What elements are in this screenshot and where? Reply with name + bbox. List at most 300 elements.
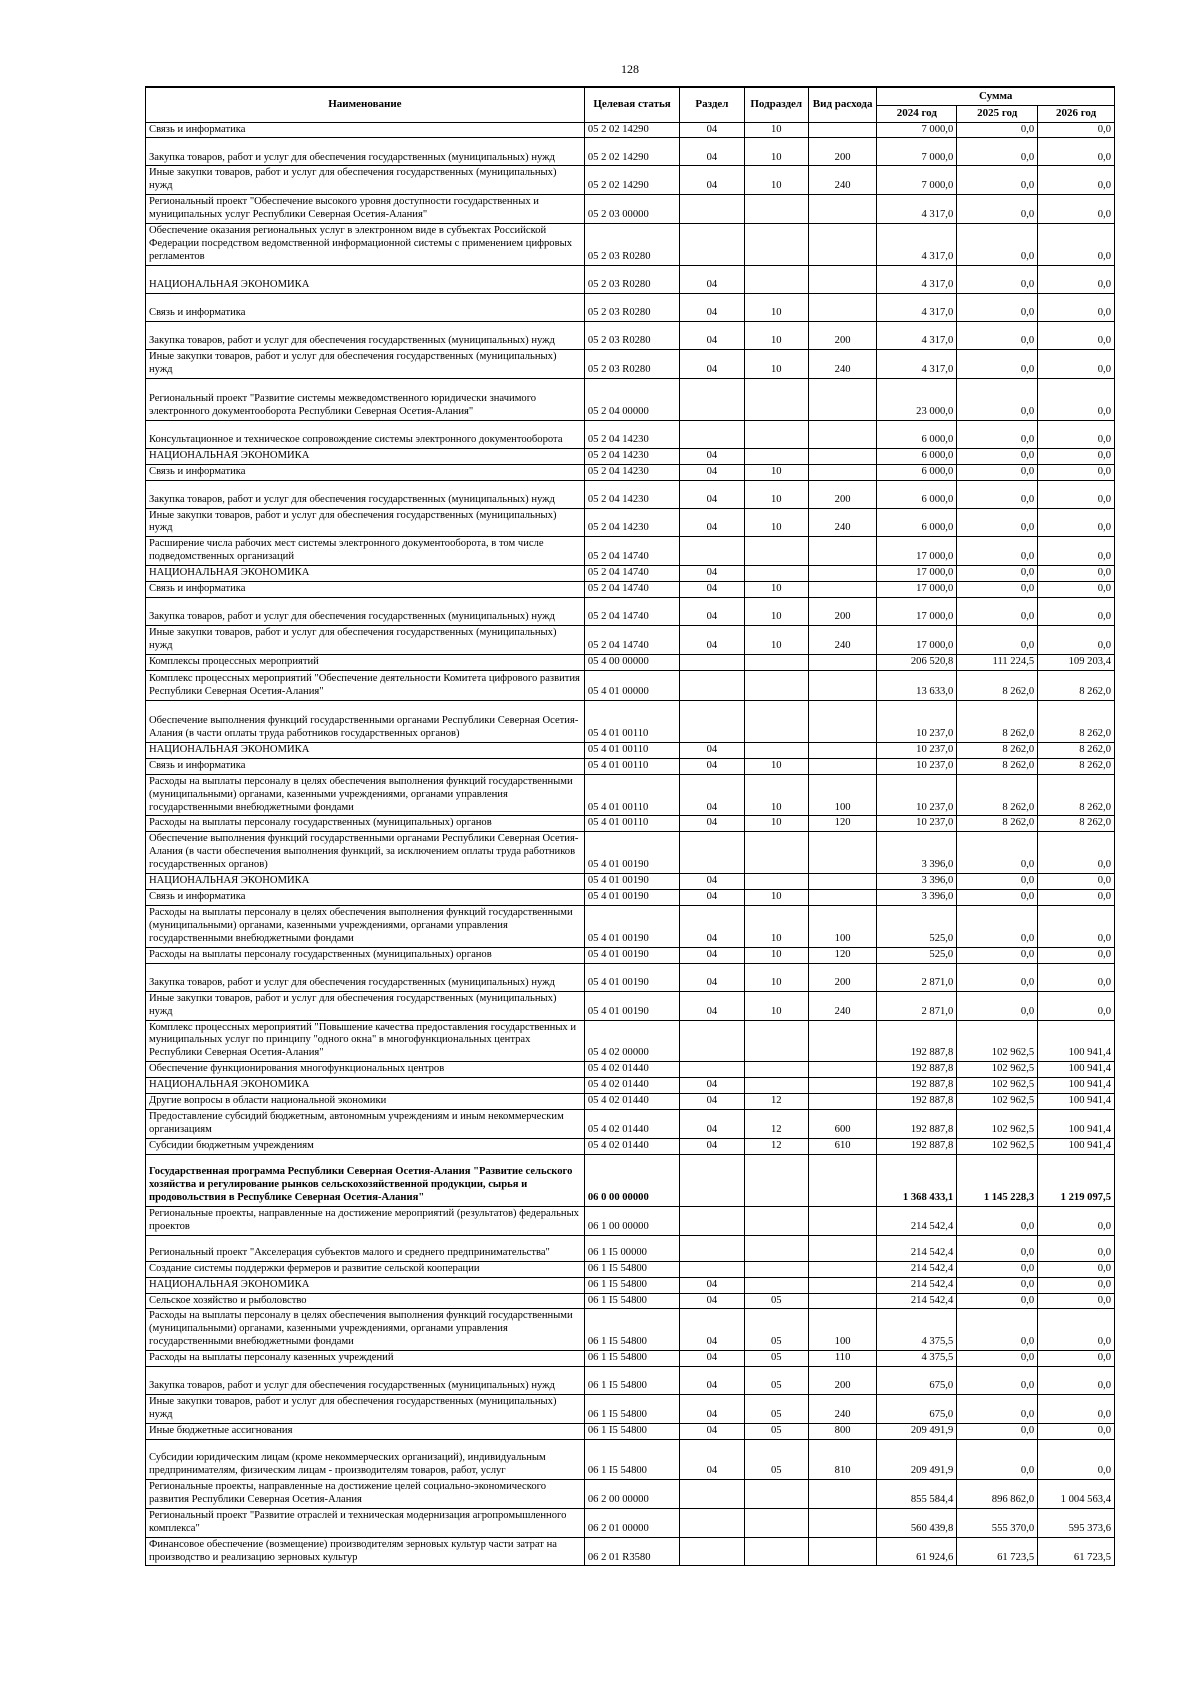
row-name: НАЦИОНАЛЬНАЯ ЭКОНОМИКА	[146, 1277, 585, 1293]
budget-table	[145, 86, 1115, 1566]
row-sum-2025: 0,0	[957, 963, 1038, 991]
row-name: Региональный проект "Акселерация субъектов малого и среднего предпринимательства"	[146, 1235, 585, 1261]
row-target: 05 2 03 R0280	[584, 321, 679, 349]
row-sum-2025: 896 862,0	[957, 1479, 1038, 1508]
row-subsection	[744, 670, 808, 700]
row-subsection: 10	[744, 947, 808, 963]
row-sum-2025: 8 262,0	[957, 670, 1038, 700]
row-name: Расходы на выплаты персоналу государственных (муниципальных) органов	[146, 816, 585, 832]
row-expense-type: 240	[808, 508, 876, 537]
row-target: 06 1 I5 54800	[584, 1293, 679, 1309]
row-sum-2026: 0,0	[1038, 1309, 1115, 1351]
row-section: 04	[680, 448, 744, 464]
row-target: 05 4 02 01440	[584, 1078, 679, 1094]
row-section: 04	[680, 906, 744, 948]
row-target: 06 1 I5 54800	[584, 1367, 679, 1395]
row-sum-2026: 0,0	[1038, 166, 1115, 195]
table-row	[146, 963, 1115, 991]
row-expense-type	[808, 1235, 876, 1261]
row-expense-type	[808, 1154, 876, 1206]
row-target: 05 2 04 14740	[584, 598, 679, 626]
row-expense-type	[808, 1508, 876, 1537]
table-row	[146, 122, 1115, 138]
row-sum-2025: 0,0	[957, 265, 1038, 293]
row-sum-2024: 17 000,0	[877, 626, 957, 655]
row-target: 05 4 02 00000	[584, 1020, 679, 1062]
row-sum-2024: 214 542,4	[877, 1293, 957, 1309]
row-name: Расходы на выплаты персоналу казенных учреждений	[146, 1351, 585, 1367]
row-section: 04	[680, 293, 744, 321]
row-target: 05 2 03 00000	[584, 195, 679, 224]
row-sum-2024: 560 439,8	[877, 1508, 957, 1537]
row-name: Иные бюджетные ассигнования	[146, 1423, 585, 1439]
row-section	[680, 1537, 744, 1566]
row-sum-2024: 855 584,4	[877, 1479, 957, 1508]
row-subsection: 05	[744, 1309, 808, 1351]
row-expense-type	[808, 890, 876, 906]
row-sum-2025: 0,0	[957, 1206, 1038, 1235]
row-name: Обеспечение оказания региональных услуг в электронном виде в субъектах Российской Федерации посредством ведомственной информационной системы с применением цифровых регламентов	[146, 224, 585, 266]
row-subsection	[744, 1508, 808, 1537]
row-section	[680, 1154, 744, 1206]
row-expense-type: 100	[808, 1309, 876, 1351]
row-expense-type	[808, 566, 876, 582]
row-sum-2024: 4 317,0	[877, 349, 957, 378]
row-name: Региональные проекты, направленные на достижение мероприятий (результатов) федеральных проектов	[146, 1206, 585, 1235]
row-sum-2025: 102 962,5	[957, 1110, 1038, 1139]
row-expense-type	[808, 700, 876, 742]
table-row	[146, 626, 1115, 655]
row-name: Расходы на выплаты персоналу в целях обеспечения выполнения функций государственными (муниципальными) органами, казенными учреждениями, органами управления государственными внебюджетными фондами	[146, 1309, 585, 1351]
table-row	[146, 598, 1115, 626]
row-expense-type	[808, 448, 876, 464]
row-expense-type	[808, 1537, 876, 1566]
row-subsection: 10	[744, 166, 808, 195]
row-target: 05 4 01 00110	[584, 816, 679, 832]
row-target: 05 4 02 01440	[584, 1138, 679, 1154]
row-name: НАЦИОНАЛЬНАЯ ЭКОНОМИКА	[146, 265, 585, 293]
row-expense-type	[808, 378, 876, 420]
row-subsection: 10	[744, 991, 808, 1020]
row-sum-2026: 1 219 097,5	[1038, 1154, 1115, 1206]
row-target: 05 4 01 00110	[584, 742, 679, 758]
row-sum-2026: 0,0	[1038, 378, 1115, 420]
row-sum-2026: 61 723,5	[1038, 1537, 1115, 1566]
row-sum-2026: 0,0	[1038, 906, 1115, 948]
table-row	[146, 321, 1115, 349]
row-target: 06 1 I5 54800	[584, 1439, 679, 1479]
row-subsection: 05	[744, 1439, 808, 1479]
row-section: 04	[680, 349, 744, 378]
row-expense-type	[808, 758, 876, 774]
row-target: 06 1 I5 54800	[584, 1395, 679, 1424]
row-sum-2025: 102 962,5	[957, 1062, 1038, 1078]
row-section: 04	[680, 1439, 744, 1479]
row-subsection	[744, 566, 808, 582]
row-subsection	[744, 195, 808, 224]
row-sum-2024: 10 237,0	[877, 774, 957, 816]
row-expense-type	[808, 464, 876, 480]
row-expense-type: 240	[808, 626, 876, 655]
row-name: Консультационное и техническое сопровождение системы электронного документооборота	[146, 420, 585, 448]
row-sum-2024: 7 000,0	[877, 122, 957, 138]
row-target: 06 0 00 00000	[584, 1154, 679, 1206]
row-sum-2025: 0,0	[957, 1367, 1038, 1395]
row-expense-type	[808, 265, 876, 293]
header-expense-type: Вид расхода	[808, 87, 876, 122]
row-target: 05 4 00 00000	[584, 654, 679, 670]
row-sum-2026: 0,0	[1038, 1439, 1115, 1479]
row-expense-type	[808, 420, 876, 448]
row-section: 04	[680, 1110, 744, 1139]
row-sum-2025: 0,0	[957, 420, 1038, 448]
row-section: 04	[680, 480, 744, 508]
table-row	[146, 293, 1115, 321]
row-sum-2024: 214 542,4	[877, 1277, 957, 1293]
row-section: 04	[680, 1094, 744, 1110]
row-sum-2025: 0,0	[957, 598, 1038, 626]
row-target: 05 2 04 14230	[584, 508, 679, 537]
row-name: Обеспечение функционирования многофункциональных центров	[146, 1062, 585, 1078]
row-name: НАЦИОНАЛЬНАЯ ЭКОНОМИКА	[146, 448, 585, 464]
row-expense-type	[808, 582, 876, 598]
row-sum-2026: 0,0	[1038, 963, 1115, 991]
row-target: 05 2 04 14230	[584, 464, 679, 480]
row-subsection: 10	[744, 138, 808, 166]
row-target: 06 2 01 R3580	[584, 1537, 679, 1566]
row-sum-2026: 0,0	[1038, 890, 1115, 906]
row-sum-2024: 4 317,0	[877, 224, 957, 266]
row-subsection: 10	[744, 321, 808, 349]
row-expense-type	[808, 670, 876, 700]
row-name: Региональный проект "Развитие системы межведомственного юридически значимого электронного документооборота Республики Северная Осетия-Алания"	[146, 378, 585, 420]
row-sum-2025: 0,0	[957, 293, 1038, 321]
table-row	[146, 1395, 1115, 1424]
row-expense-type	[808, 1078, 876, 1094]
row-subsection: 10	[744, 816, 808, 832]
row-name: Связь и информатика	[146, 464, 585, 480]
row-sum-2025: 0,0	[957, 122, 1038, 138]
row-expense-type: 810	[808, 1439, 876, 1479]
row-section: 04	[680, 138, 744, 166]
row-sum-2024: 3 396,0	[877, 890, 957, 906]
table-row	[146, 742, 1115, 758]
row-name: Связь и информатика	[146, 122, 585, 138]
row-sum-2024: 17 000,0	[877, 582, 957, 598]
row-section	[680, 537, 744, 566]
row-sum-2025: 0,0	[957, 1277, 1038, 1293]
row-expense-type	[808, 1062, 876, 1078]
table-row	[146, 1508, 1115, 1537]
row-target: 05 4 02 01440	[584, 1062, 679, 1078]
row-sum-2024: 192 887,8	[877, 1020, 957, 1062]
row-section	[680, 1062, 744, 1078]
table-row	[146, 195, 1115, 224]
row-section: 04	[680, 265, 744, 293]
row-sum-2025: 0,0	[957, 1439, 1038, 1479]
row-sum-2025: 0,0	[957, 537, 1038, 566]
row-name: Иные закупки товаров, работ и услуг для обеспечения государственных (муниципальных) нужд	[146, 508, 585, 537]
row-sum-2026: 0,0	[1038, 448, 1115, 464]
row-subsection: 10	[744, 906, 808, 948]
row-name: Иные закупки товаров, работ и услуг для обеспечения государственных (муниципальных) нужд	[146, 349, 585, 378]
row-sum-2025: 0,0	[957, 1261, 1038, 1277]
row-sum-2026: 8 262,0	[1038, 670, 1115, 700]
row-subsection: 10	[744, 582, 808, 598]
table-row	[146, 1479, 1115, 1508]
row-sum-2026: 0,0	[1038, 1395, 1115, 1424]
row-sum-2026: 0,0	[1038, 947, 1115, 963]
row-sum-2024: 10 237,0	[877, 700, 957, 742]
row-sum-2025: 0,0	[957, 566, 1038, 582]
row-expense-type	[808, 1277, 876, 1293]
table-row	[146, 1206, 1115, 1235]
row-subsection: 12	[744, 1138, 808, 1154]
row-expense-type: 200	[808, 1367, 876, 1395]
row-sum-2025: 0,0	[957, 166, 1038, 195]
table-row	[146, 654, 1115, 670]
row-sum-2024: 192 887,8	[877, 1110, 957, 1139]
row-subsection	[744, 420, 808, 448]
row-sum-2025: 8 262,0	[957, 774, 1038, 816]
row-target: 05 2 04 14230	[584, 480, 679, 508]
row-target: 06 1 I5 54800	[584, 1277, 679, 1293]
row-sum-2024: 675,0	[877, 1395, 957, 1424]
row-name: Обеспечение выполнения функций государственными органами Республики Северная Осетия-Алания (в части обеспечения выполнения функций, за исключением оплаты труда работников государственных органов)	[146, 832, 585, 874]
row-name: Государственная программа Республики Северная Осетия-Алания "Развитие сельского хозяйства и регулирование рынков сельскохозяйственной продукции, сырья и продовольствия в Республике Северная Осетия-Алания"	[146, 1154, 585, 1206]
row-expense-type: 240	[808, 166, 876, 195]
row-name: Расходы на выплаты персоналу в целях обеспечения выполнения функций государственными (муниципальными) органами, казенными учреждениями, органами управления государственными внебюджетными фондами	[146, 906, 585, 948]
row-section: 04	[680, 1293, 744, 1309]
row-sum-2025: 0,0	[957, 480, 1038, 508]
row-subsection: 05	[744, 1395, 808, 1424]
row-sum-2024: 4 317,0	[877, 195, 957, 224]
row-section: 04	[680, 816, 744, 832]
row-sum-2025: 0,0	[957, 378, 1038, 420]
row-sum-2025: 0,0	[957, 1309, 1038, 1351]
row-expense-type: 200	[808, 138, 876, 166]
row-subsection	[744, 742, 808, 758]
row-target: 05 2 04 14230	[584, 420, 679, 448]
row-sum-2024: 192 887,8	[877, 1138, 957, 1154]
row-sum-2025: 102 962,5	[957, 1094, 1038, 1110]
row-sum-2024: 192 887,8	[877, 1094, 957, 1110]
row-target: 06 1 I5 00000	[584, 1235, 679, 1261]
row-section: 04	[680, 321, 744, 349]
table-row	[146, 1293, 1115, 1309]
row-expense-type: 200	[808, 321, 876, 349]
row-sum-2024: 6 000,0	[877, 464, 957, 480]
row-name: Закупка товаров, работ и услуг для обеспечения государственных (муниципальных) нужд	[146, 1367, 585, 1395]
row-sum-2024: 206 520,8	[877, 654, 957, 670]
row-target: 05 2 03 R0280	[584, 224, 679, 266]
table-row	[146, 1078, 1115, 1094]
row-sum-2026: 100 941,4	[1038, 1062, 1115, 1078]
row-section: 04	[680, 464, 744, 480]
row-name: Финансовое обеспечение (возмещение) производителям зерновых культур части затрат на производство и реализацию зерновых культур	[146, 1537, 585, 1566]
row-section: 04	[680, 991, 744, 1020]
row-sum-2026: 0,0	[1038, 122, 1115, 138]
row-expense-type: 120	[808, 816, 876, 832]
row-target: 06 1 I5 54800	[584, 1261, 679, 1277]
row-name: Комплексы процессных мероприятий	[146, 654, 585, 670]
row-sum-2026: 8 262,0	[1038, 758, 1115, 774]
row-name: Связь и информатика	[146, 293, 585, 321]
row-sum-2024: 10 237,0	[877, 758, 957, 774]
page-number: 128	[621, 62, 639, 76]
row-sum-2024: 525,0	[877, 906, 957, 948]
table-row	[146, 1309, 1115, 1351]
row-target: 05 2 04 14740	[584, 537, 679, 566]
row-subsection	[744, 1206, 808, 1235]
row-section	[680, 1479, 744, 1508]
row-subsection	[744, 1078, 808, 1094]
row-target: 06 2 01 00000	[584, 1508, 679, 1537]
row-expense-type	[808, 537, 876, 566]
row-sum-2024: 17 000,0	[877, 566, 957, 582]
row-sum-2024: 3 396,0	[877, 832, 957, 874]
row-expense-type: 200	[808, 480, 876, 508]
row-sum-2026: 0,0	[1038, 420, 1115, 448]
table-row	[146, 1094, 1115, 1110]
row-subsection	[744, 1062, 808, 1078]
row-section	[680, 1020, 744, 1062]
row-sum-2024: 214 542,4	[877, 1261, 957, 1277]
row-sum-2024: 214 542,4	[877, 1235, 957, 1261]
row-section	[680, 224, 744, 266]
row-target: 05 4 01 00110	[584, 774, 679, 816]
row-subsection: 10	[744, 508, 808, 537]
row-sum-2026: 0,0	[1038, 1277, 1115, 1293]
row-subsection	[744, 1479, 808, 1508]
table-row	[146, 832, 1115, 874]
row-sum-2026: 100 941,4	[1038, 1020, 1115, 1062]
row-target: 05 4 01 00190	[584, 963, 679, 991]
header-2024: 2024 год	[877, 105, 957, 122]
row-sum-2026: 0,0	[1038, 349, 1115, 378]
row-target: 05 4 01 00190	[584, 890, 679, 906]
table-row	[146, 1423, 1115, 1439]
table-row	[146, 906, 1115, 948]
row-name: Закупка товаров, работ и услуг для обеспечения государственных (муниципальных) нужд	[146, 321, 585, 349]
row-target: 05 4 01 00190	[584, 947, 679, 963]
row-target: 05 4 01 00000	[584, 670, 679, 700]
row-section	[680, 1206, 744, 1235]
row-sum-2025: 8 262,0	[957, 742, 1038, 758]
row-sum-2024: 525,0	[877, 947, 957, 963]
table-row	[146, 1110, 1115, 1139]
row-sum-2026: 0,0	[1038, 321, 1115, 349]
row-sum-2024: 7 000,0	[877, 166, 957, 195]
row-expense-type	[808, 1261, 876, 1277]
table-row	[146, 1277, 1115, 1293]
table-row	[146, 1062, 1115, 1078]
row-sum-2026: 0,0	[1038, 874, 1115, 890]
row-target: 05 2 02 14290	[584, 166, 679, 195]
row-section: 04	[680, 1395, 744, 1424]
row-subsection: 05	[744, 1293, 808, 1309]
row-subsection	[744, 1154, 808, 1206]
row-sum-2026: 595 373,6	[1038, 1508, 1115, 1537]
row-sum-2026: 0,0	[1038, 1235, 1115, 1261]
row-expense-type: 110	[808, 1351, 876, 1367]
row-section	[680, 420, 744, 448]
row-sum-2026: 0,0	[1038, 138, 1115, 166]
row-sum-2025: 0,0	[957, 321, 1038, 349]
row-subsection	[744, 1020, 808, 1062]
row-name: НАЦИОНАЛЬНАЯ ЭКОНОМИКА	[146, 1078, 585, 1094]
row-target: 06 1 00 00000	[584, 1206, 679, 1235]
header-sum: Сумма	[877, 87, 1115, 105]
row-section: 04	[680, 758, 744, 774]
row-name: Расходы на выплаты персоналу в целях обеспечения выполнения функций государственными (муниципальными) органами, казенными учреждениями, органами управления государственными внебюджетными фондами	[146, 774, 585, 816]
header-2026: 2026 год	[1038, 105, 1115, 122]
row-sum-2024: 2 871,0	[877, 991, 957, 1020]
row-sum-2026: 0,0	[1038, 480, 1115, 508]
row-sum-2026: 100 941,4	[1038, 1138, 1115, 1154]
row-subsection: 10	[744, 774, 808, 816]
row-sum-2024: 4 317,0	[877, 293, 957, 321]
row-target: 05 2 04 14740	[584, 582, 679, 598]
table-row	[146, 1261, 1115, 1277]
row-target: 05 4 01 00190	[584, 832, 679, 874]
header-2025: 2025 год	[957, 105, 1038, 122]
row-subsection: 10	[744, 758, 808, 774]
row-subsection: 10	[744, 293, 808, 321]
row-sum-2026: 8 262,0	[1038, 700, 1115, 742]
row-sum-2024: 7 000,0	[877, 138, 957, 166]
row-expense-type	[808, 1206, 876, 1235]
row-sum-2026: 0,0	[1038, 1261, 1115, 1277]
row-name: Предоставление субсидий бюджетным, автономным учреждениям и иным некоммерческим организациям	[146, 1110, 585, 1139]
table-row	[146, 1351, 1115, 1367]
row-name: Создание системы поддержки фермеров и развитие сельской кооперации	[146, 1261, 585, 1277]
row-subsection	[744, 378, 808, 420]
row-subsection: 10	[744, 349, 808, 378]
row-target: 05 2 04 00000	[584, 378, 679, 420]
table-row	[146, 349, 1115, 378]
row-sum-2025: 0,0	[957, 1395, 1038, 1424]
row-sum-2026: 0,0	[1038, 265, 1115, 293]
row-sum-2025: 0,0	[957, 906, 1038, 948]
row-expense-type: 200	[808, 963, 876, 991]
row-sum-2024: 4 317,0	[877, 321, 957, 349]
row-sum-2026: 0,0	[1038, 991, 1115, 1020]
row-section: 04	[680, 1138, 744, 1154]
row-subsection	[744, 448, 808, 464]
row-sum-2024: 675,0	[877, 1367, 957, 1395]
row-expense-type	[808, 1094, 876, 1110]
row-subsection	[744, 1235, 808, 1261]
row-sum-2026: 0,0	[1038, 832, 1115, 874]
row-section	[680, 654, 744, 670]
row-section: 04	[680, 566, 744, 582]
row-name: НАЦИОНАЛЬНАЯ ЭКОНОМИКА	[146, 566, 585, 582]
row-sum-2025: 0,0	[957, 464, 1038, 480]
table-row	[146, 480, 1115, 508]
row-sum-2025: 0,0	[957, 582, 1038, 598]
row-sum-2025: 0,0	[957, 991, 1038, 1020]
row-sum-2024: 4 317,0	[877, 265, 957, 293]
row-sum-2024: 209 491,9	[877, 1439, 957, 1479]
row-sum-2026: 0,0	[1038, 1423, 1115, 1439]
row-expense-type: 600	[808, 1110, 876, 1139]
table-header	[146, 87, 1115, 122]
row-subsection	[744, 700, 808, 742]
row-subsection	[744, 874, 808, 890]
row-subsection: 10	[744, 890, 808, 906]
table-row	[146, 464, 1115, 480]
